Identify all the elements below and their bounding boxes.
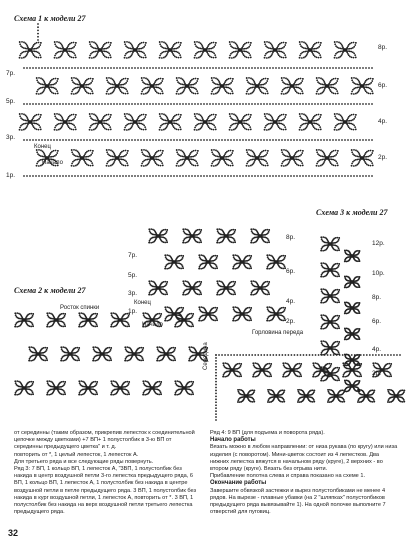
- row-label-2r: 2р.: [378, 154, 388, 161]
- nachalo2-label: Начало: [142, 322, 163, 328]
- text-left-line: повторить от *, 1 целый лепесток, 1 лепесток А.: [14, 451, 139, 458]
- text-left-line: серединны предыдущего цветка" и т. д.: [14, 444, 117, 451]
- text-left-line: полустолбик без накида на верх воздушной петли третьего лепестка: [14, 502, 193, 509]
- text-left-line: от серединны (таким образом, прикрепив лепесток к соединительной: [14, 430, 195, 436]
- mid-row-4r: 4р.: [286, 298, 296, 305]
- text-left-column: [14, 430, 204, 516]
- heading-end: Окончание работы: [210, 480, 267, 487]
- text-left-line: Для третьего ряда и все следующие ряды повернуть.: [14, 458, 154, 465]
- mid-row-2r: 2р.: [286, 318, 296, 325]
- scheme2-title: Схема 2 к модели 27: [14, 286, 86, 295]
- s3-row-2r: 2р.: [372, 370, 382, 377]
- scheme3-title: Схема 3 к модели 27: [316, 208, 388, 217]
- page-number: 32: [8, 528, 19, 538]
- row-label-4r: 4р.: [378, 118, 388, 125]
- s3-row-12r: 12р.: [372, 240, 385, 247]
- rostok-label: Росток спинки: [60, 305, 100, 311]
- mid-row-3r: 3р.: [128, 290, 138, 297]
- s3-row-6r: 6р.: [372, 318, 382, 325]
- para-start: [210, 444, 406, 480]
- text-left-line: Ряд 3: 7 ВП, 1 кольцо ВП, 1 лепесток А, "3ВП, 1 полустолбик без: [14, 466, 182, 473]
- text-left-line: воздушной петли в петле предыдущего ряда. 3 ВП, 1 полустолбик без: [14, 487, 197, 494]
- para-end-line: отверстий для пуговиц.: [210, 509, 271, 516]
- para-end: [210, 488, 406, 517]
- scheme1-title: Схема 1 к модели 27: [14, 14, 86, 23]
- row-label-6r: 6р.: [378, 82, 388, 89]
- para-start-line: нижних лепестка вяжутся в начальном ряду (круге), 2 верхних - во: [210, 458, 383, 465]
- row-label-1r: 1р.: [6, 172, 16, 179]
- nachalo-label: Начало: [42, 160, 63, 166]
- mid-row-8r: 8р.: [286, 234, 296, 241]
- row-label-3r: 3р.: [6, 134, 16, 141]
- mid-row-1r: 1р.: [128, 308, 138, 315]
- mid-row-7r: 7р.: [128, 252, 138, 259]
- row-label-8r: 8р.: [378, 44, 388, 51]
- row4-line: Ряд 4: 9 ВП (для подъема и поворота ряда).: [210, 430, 325, 436]
- text-left-line: накида в центр воздушной петли 3-го лепестка предыдущего ряда, 6: [14, 473, 193, 480]
- para-end-line: предыдущего ряда вывязывайте 1). На одной полочке выполните 7: [210, 502, 386, 509]
- s3-row-10r: 10р.: [372, 270, 385, 277]
- seredina-label: Середина: [203, 342, 209, 370]
- konets-label: Конец: [34, 144, 51, 150]
- heading-start: Начало работы: [210, 437, 256, 444]
- text-left-line: накида в кург воздушной петли, 1 лепесток А, повторить от *. 3 ВП, 1: [14, 494, 194, 501]
- mid-row-5r: 5р.: [128, 272, 138, 279]
- row-label-7r: 7р.: [6, 70, 16, 77]
- s3-row-4r: 4р.: [372, 346, 382, 353]
- gorlovina-label: Горловина переда: [252, 330, 304, 336]
- konets2-label: Конец: [134, 300, 151, 306]
- para-end-line: рядов. На вырезе - плавные убавки (на 2 "шляпках" полустолбиков: [210, 494, 385, 501]
- para-start-line: втором ряду (круге). Вязать без отрыва нити.: [210, 466, 328, 473]
- text-left-line: предыдущего ряда.: [14, 509, 65, 516]
- para-start-line: Вязать можно в любом направлении: от низа рукава (по кругу) или низа: [210, 444, 398, 451]
- para-end-line: Завершите обвязкой застежки и вырез полустолбиками не менее 4: [210, 487, 386, 494]
- s3-row-8r: 8р.: [372, 294, 382, 301]
- text-left-line: цепочке между цветками) +7 ВП+ 1 полустолбик в 3-ю ВП от: [14, 437, 172, 444]
- para-start-line: Прибавление полотна слева и справа показано на схеме 1.: [210, 473, 365, 480]
- text-left-line: ВП, 1 кольцо ВП, 1 лепесток А, 1 полустолбик без накида в центре: [14, 480, 188, 487]
- para-start-line: изделия (с поворотом). Мини-цветок состоит из 4 лепестков. Два: [210, 451, 380, 458]
- text-right-column: [210, 430, 406, 516]
- mid-row-6r: 6р.: [286, 268, 296, 275]
- row-label-5r: 5р.: [6, 98, 16, 105]
